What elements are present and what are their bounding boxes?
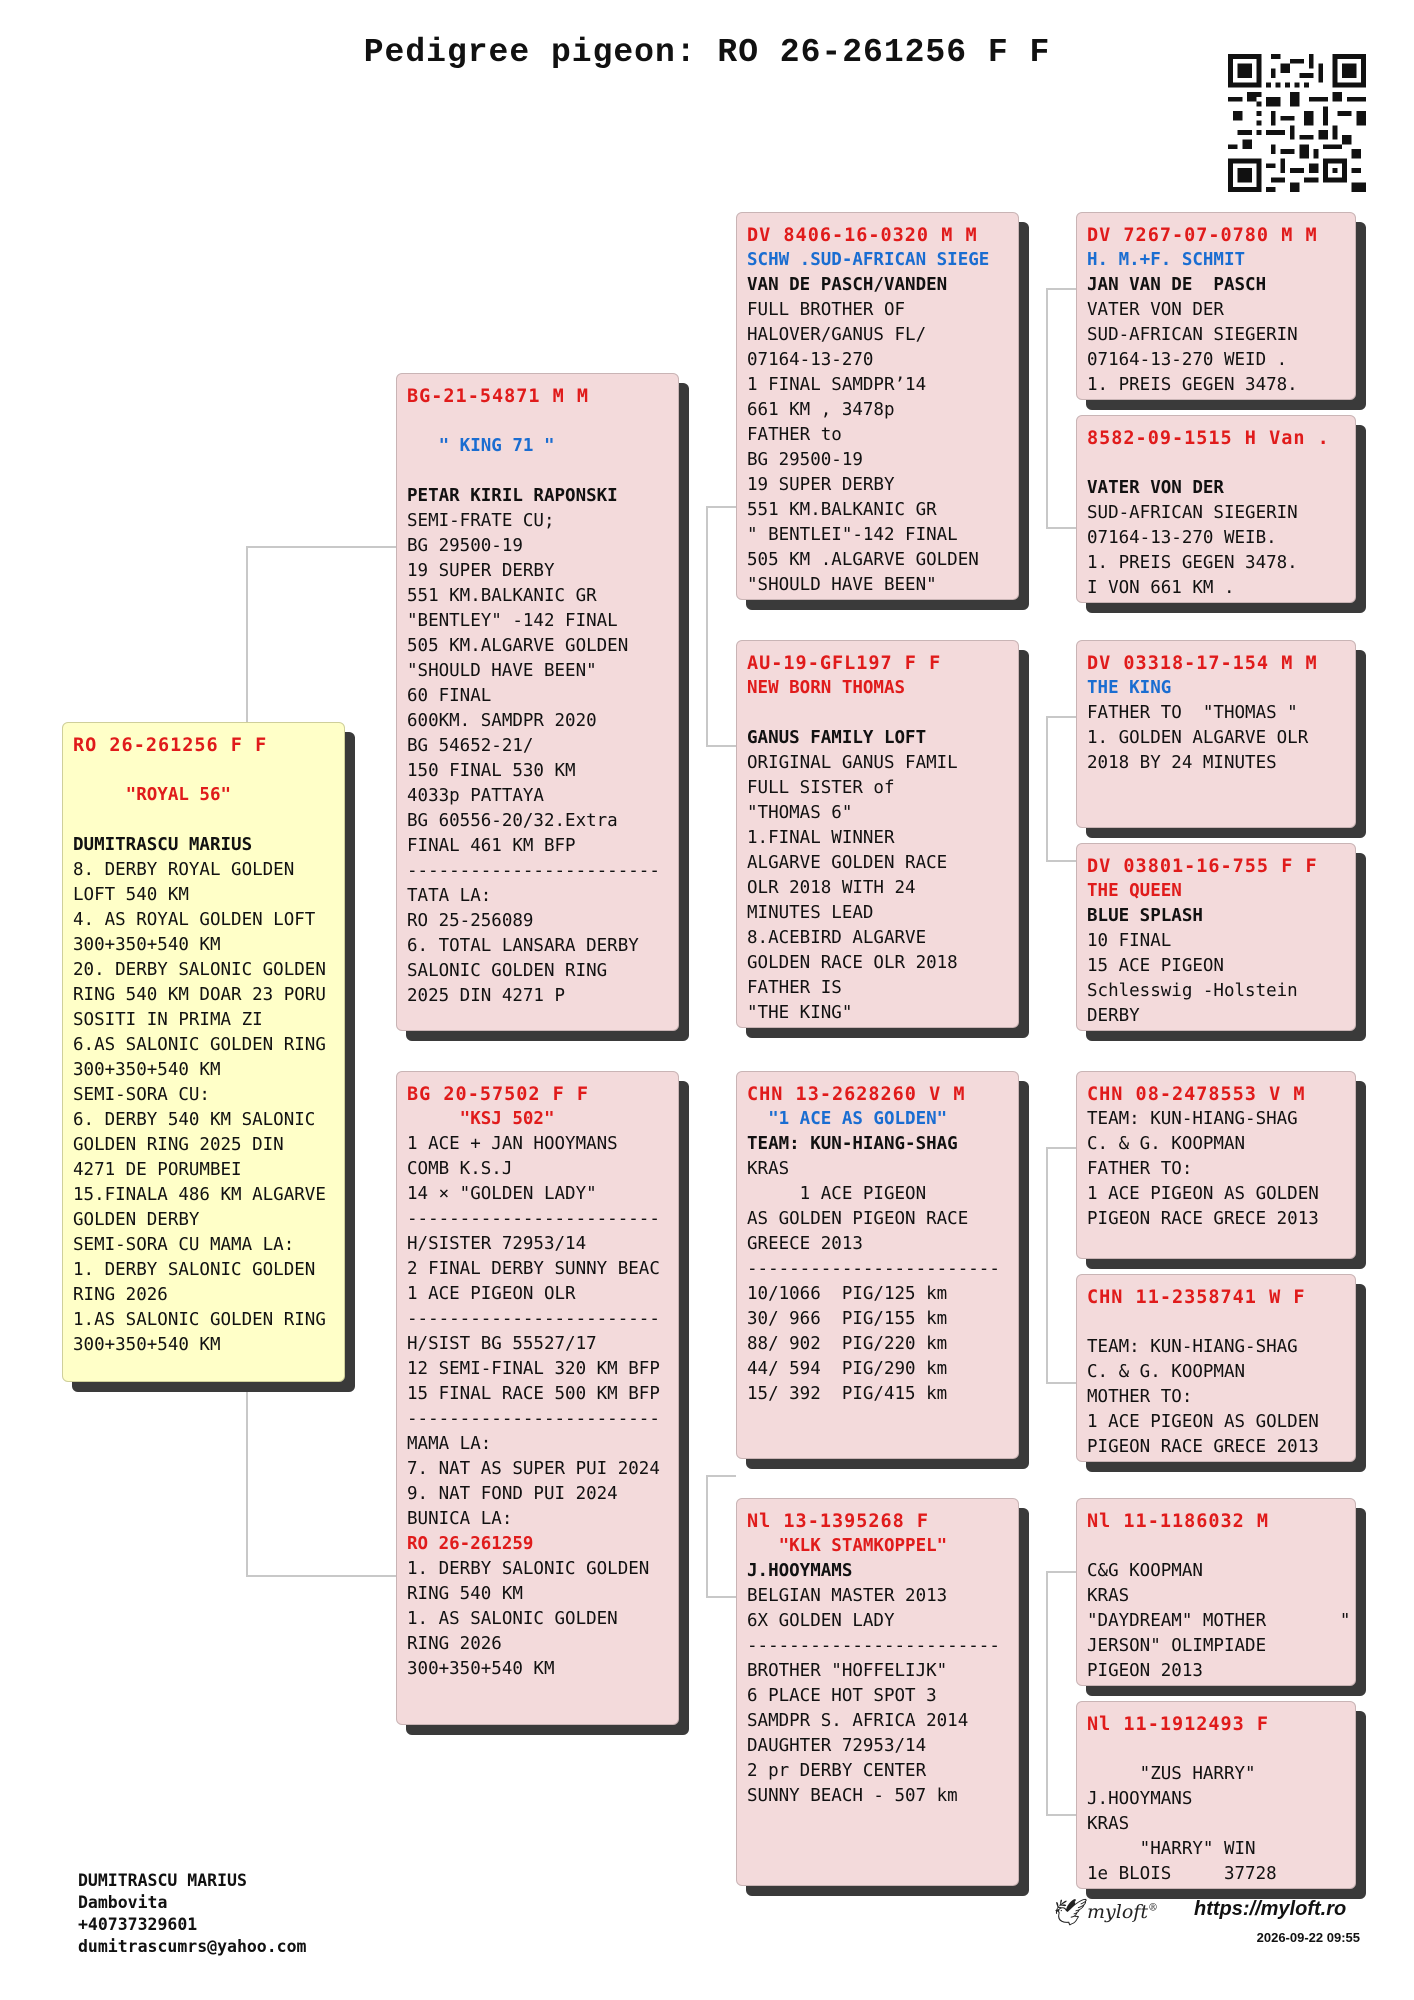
connector (1046, 1571, 1076, 1573)
card-line: OLR 2018 WITH 24 (747, 878, 916, 898)
card-line: 505 KM .ALGARVE GOLDEN (747, 550, 979, 570)
card-line: 14 × "GOLDEN LADY" (407, 1184, 597, 1204)
owner-phone: +40737329601 (78, 1915, 198, 1934)
card-line: "THOMAS 6" (747, 803, 853, 823)
card-line: 1. DERBY SALONIC GOLDEN (407, 1559, 650, 1579)
ring-number: DV 7267-07-0780 M M (1087, 225, 1318, 246)
card-line: "1 ACE AS GOLDEN" (747, 1109, 948, 1129)
card-line: SUNNY BEACH - 507 km (747, 1786, 958, 1806)
card-line: LOFT 540 KM (73, 885, 189, 905)
card-line: 2018 BY 24 MINUTES (1087, 753, 1277, 773)
card-line: "ROYAL 56" (73, 785, 232, 805)
card-line (407, 459, 668, 484)
card-line: ALGARVE GOLDEN RACE (747, 853, 948, 873)
card-line: 4033p PATTAYA (407, 786, 544, 806)
ring-number: CHN 08-2478553 V M (1087, 1084, 1306, 1105)
connector (706, 745, 736, 747)
card-line: BG 29500-19 (747, 450, 863, 470)
card-line: TEAM: KUN-HIANG-SHAG (747, 1134, 958, 1154)
pigeon-card-mfm[interactable] (1076, 1274, 1356, 1462)
card-line: 12 SEMI-FINAL 320 KM BFP (407, 1359, 660, 1379)
card-line: J.HOOYMANS (1087, 1789, 1193, 1809)
card-body (1087, 1534, 1351, 1686)
card-line: 10 FINAL (1087, 931, 1172, 951)
card-line: 1. DERBY SALONIC GOLDEN (73, 1260, 316, 1280)
card-line: SAMDPR S. AFRICA 2014 (747, 1711, 969, 1731)
connector (706, 1475, 708, 1597)
connector (1046, 288, 1048, 528)
card-line: THE QUEEN (1087, 881, 1182, 901)
card-line: TEAM: KUN-HIANG-SHAG (1087, 1337, 1298, 1357)
card-line: 15/ 392 PIG/415 km (747, 1384, 948, 1404)
card-body (747, 248, 1008, 598)
card-line: 19 SUPER DERBY (407, 561, 555, 581)
card-line (73, 758, 334, 783)
card-line: "KSJ 502" (407, 1109, 555, 1129)
card-line: C. & G. KOOPMAN (1087, 1362, 1246, 1382)
owner-name: DUMITRASCU MARIUS (78, 1871, 247, 1890)
card-line: 44/ 594 PIG/290 km (747, 1359, 948, 1379)
card-line: 1 FINAL SAMDPR’14 (747, 375, 927, 395)
card-line: 1. PREIS GEGEN 3478. (1087, 553, 1298, 573)
pigeon-card-mf[interactable] (736, 1071, 1019, 1459)
card-line: 1. PREIS GEGEN 3478. (1087, 375, 1298, 395)
card-line: 300+350+540 KM (73, 1335, 221, 1355)
card-line: SEMI-FRATE CU; (407, 511, 555, 531)
ring-number: Nl 13-1395268 F (747, 1511, 930, 1532)
card-line: RO 26-261259 (407, 1534, 534, 1554)
card-line: 4. AS ROYAL GOLDEN LOFT (73, 910, 316, 930)
card-line: ------------------------ (747, 1259, 1000, 1279)
card-line: KRAS (1087, 1586, 1130, 1606)
ring-number: DV 03318-17-154 M M (1087, 653, 1318, 674)
connector (706, 1475, 736, 1477)
card-line (1087, 1737, 1345, 1762)
card-line: FULL BROTHER OF (747, 300, 906, 320)
card-line: 1 ACE PIGEON OLR (407, 1284, 576, 1304)
card-line: 60 FINAL (407, 686, 492, 706)
page-title: Pedigree pigeon: RO 26-261256 F F (363, 34, 1051, 71)
card-line: GREECE 2013 (747, 1234, 863, 1254)
card-line: 4271 DE PORUMBEI (73, 1160, 242, 1180)
card-line: GOLDEN RING 2025 DIN (73, 1135, 284, 1155)
brand-block (1050, 1898, 1360, 1958)
card-line: BLUE SPLASH (1087, 906, 1203, 926)
card-line: AS GOLDEN PIGEON RACE (747, 1209, 969, 1229)
ring-number: RO 26-261256 F F (73, 735, 268, 756)
pigeon-card-ff[interactable] (736, 212, 1019, 600)
connector (706, 506, 736, 508)
card-line: PIGEON RACE GRECE 2013 (1087, 1209, 1319, 1229)
card-line: 8.ACEBIRD ALGARVE (747, 928, 927, 948)
card-line: H/SISTER 72953/14 (407, 1234, 587, 1254)
pigeon-card-fmf[interactable] (1076, 640, 1356, 828)
card-line: FATHER TO: (1087, 1159, 1193, 1179)
card-line: 30/ 966 PIG/155 km (747, 1309, 948, 1329)
card-line (407, 409, 668, 434)
card-line: 300+350+540 KM (407, 1659, 555, 1679)
card-line: 1. AS SALONIC GOLDEN (407, 1609, 618, 1629)
card-line: NEW BORN THOMAS (747, 678, 906, 698)
ring-number: BG 20-57502 F F (407, 1084, 590, 1105)
connector (1046, 716, 1076, 718)
pigeon-card-fmm[interactable] (1076, 843, 1356, 1031)
card-line: TEAM: KUN-HIANG-SHAG (1087, 1109, 1298, 1129)
connector (1046, 1814, 1076, 1816)
card-line: 6 PLACE HOT SPOT 3 (747, 1686, 937, 1706)
card-line: BUNICA LA: (407, 1509, 513, 1529)
card-line: SOSITI IN PRIMA ZI (73, 1010, 263, 1030)
card-line: DUMITRASCU MARIUS (73, 835, 253, 855)
card-body (1087, 1107, 1345, 1232)
card-body (1087, 248, 1345, 398)
card-line: 300+350+540 KM (73, 935, 221, 955)
card-body (407, 1107, 668, 1682)
card-line: ------------------------ (747, 1636, 1000, 1656)
card-line: PETAR KIRIL RAPONSKI (407, 486, 618, 506)
card-line: SUD-AFRICAN SIEGERIN (1087, 503, 1298, 523)
card-line: ------------------------ (407, 1409, 660, 1429)
card-line: BG 60556-20/32.Extra (407, 811, 618, 831)
card-line: FINAL 461 KM BFP (407, 836, 576, 856)
card-line: 6X GOLDEN LADY (747, 1611, 895, 1631)
card-line: "SHOULD HAVE BEEN" (747, 575, 937, 595)
card-line (1087, 1310, 1345, 1335)
card-line: HALOVER/GANUS FL/ (747, 325, 927, 345)
card-line: 2025 DIN 4271 P (407, 986, 566, 1006)
card-line: 1.AS SALONIC GOLDEN RING (73, 1310, 326, 1330)
card-line: MOTHER TO: (1087, 1387, 1193, 1407)
ring-number: BG-21-54871 M M (407, 386, 590, 407)
ring-number: CHN 11-2358741 W F (1087, 1287, 1306, 1308)
card-line: DERBY (1087, 1006, 1140, 1026)
card-line (747, 701, 1008, 726)
card-line: 1e BLOIS 37728 (1087, 1864, 1277, 1884)
ring-number: CHN 13-2628260 V M (747, 1084, 966, 1105)
card-line: PIGEON 2013 (1087, 1661, 1203, 1681)
ring-number: DV 03801-16-755 F F (1087, 856, 1318, 877)
pigeon-icon: 🕊 (1050, 1898, 1084, 1928)
owner-contact (78, 1870, 306, 1958)
card-line: 1 ACE PIGEON (747, 1184, 927, 1204)
card-line: GOLDEN RACE OLR 2018 (747, 953, 958, 973)
connector (1046, 716, 1048, 861)
ring-number: Nl 11-1912493 F (1087, 1714, 1270, 1735)
connector (1046, 288, 1076, 290)
card-line: ------------------------ (407, 1209, 660, 1229)
card-line: "KLK STAMKOPPEL" (747, 1536, 948, 1556)
card-line: RING 2026 (73, 1285, 168, 1305)
card-body (1087, 1737, 1345, 1889)
card-line: VATER VON DER (1087, 478, 1224, 498)
card-line: 8. DERBY ROYAL GOLDEN (73, 860, 295, 880)
card-line: 300+350+540 KM (73, 1060, 221, 1080)
pigeon-card-subject[interactable] (62, 722, 345, 1382)
card-body (1087, 676, 1345, 776)
card-line: MAMA LA: (407, 1434, 492, 1454)
card-body (407, 409, 668, 1009)
pigeon-card-fff[interactable] (1076, 212, 1356, 400)
card-line: PIGEON RACE GRECE 2013 (1087, 1437, 1319, 1457)
card-line: 9. NAT FOND PUI 2024 (407, 1484, 618, 1504)
card-line: 150 FINAL 530 KM (407, 761, 576, 781)
connector (1046, 527, 1076, 529)
card-line: H/SIST BG 55527/17 (407, 1334, 597, 1354)
card-line: 15.FINALA 486 KM ALGARVE (73, 1185, 326, 1205)
card-line: JERSON" OLIMPIADE (1087, 1636, 1267, 1656)
card-line: J.HOOYMAMS (747, 1561, 853, 1581)
pigeon-card-fm[interactable] (736, 640, 1019, 1028)
card-line: C&G KOOPMAN (1087, 1561, 1203, 1581)
card-body (1087, 451, 1345, 603)
connector (1046, 1382, 1076, 1384)
card-line: 600KM. SAMDPR 2020 (407, 711, 597, 731)
card-line: COMB K.S.J (407, 1159, 513, 1179)
card-line: C. & G. KOOPMAN (1087, 1134, 1246, 1154)
card-line: FATHER TO "THOMAS " (1087, 703, 1298, 723)
pigeon-card-mm[interactable] (736, 1498, 1019, 1886)
pigeon-card-ffm[interactable] (1076, 415, 1356, 603)
connector (706, 506, 708, 746)
card-line: DAUGHTER 72953/14 (747, 1736, 927, 1756)
card-line: " BENTLEI"-142 FINAL (747, 525, 958, 545)
qr-code (1228, 54, 1366, 192)
card-line (1087, 1684, 1345, 1686)
connector (1046, 1147, 1076, 1149)
card-line: RING 540 KM DOAR 23 PORU (73, 985, 326, 1005)
card-body (1087, 1310, 1345, 1460)
card-line: 551 KM.BALKANIC GR (747, 500, 937, 520)
pigeon-card-mff[interactable] (1076, 1071, 1356, 1259)
ring-number: 8582-09-1515 H Van . (1087, 428, 1330, 449)
card-line: 6. TOTAL LANSARA DERBY (407, 936, 639, 956)
card-line: 1 ACE + JAN HOOYMANS (407, 1134, 618, 1154)
card-line: 20. DERBY SALONIC GOLDEN (73, 960, 326, 980)
ring-number: Nl 11-1186032 M (1087, 1511, 1270, 1532)
card-line: 551 KM.BALKANIC GR (407, 586, 597, 606)
card-line: BG 29500-19 (407, 536, 523, 556)
card-line: SCHW .SUD-AFRICAN SIEGE (747, 250, 990, 270)
connector (1046, 1147, 1048, 1383)
card-line: BG 54652-21/ (407, 736, 534, 756)
card-line: "SHOULD HAVE BEEN" (407, 661, 597, 681)
card-line: ------------------------ (407, 1309, 660, 1329)
card-line: ------------------------ (407, 861, 660, 881)
card-line: RING 540 KM (407, 1584, 523, 1604)
card-line: 10/1066 PIG/125 km (747, 1284, 948, 1304)
card-line: BELGIAN MASTER 2013 (747, 1586, 948, 1606)
card-body (747, 1107, 1008, 1407)
card-line (1087, 1887, 1345, 1889)
card-line: THE KING (1087, 678, 1172, 698)
card-line: 505 KM.ALGARVE GOLDEN (407, 636, 629, 656)
card-line: RO 25-256089 (407, 911, 534, 931)
card-line: 6.AS SALONIC GOLDEN RING (73, 1035, 326, 1055)
pigeon-card-mmm[interactable] (1076, 1701, 1356, 1889)
card-line (1087, 1534, 1345, 1559)
print-timestamp: 2026-09-22 09:55 (1256, 1930, 1360, 1945)
connector (706, 1596, 736, 1598)
card-line: Schlesswig -Holstein (1087, 981, 1298, 1001)
pigeon-card-father[interactable] (396, 373, 679, 1031)
card-line: JAN VAN DE PASCH (1087, 275, 1267, 295)
card-line: KRAS (747, 1159, 790, 1179)
pigeon-card-mother[interactable] (396, 1071, 679, 1725)
card-body (73, 758, 334, 1358)
card-line: "BENTLEY" -142 FINAL (407, 611, 618, 631)
card-line: 6. DERBY 540 KM SALONIC (73, 1110, 316, 1130)
card-line: 661 KM , 3478p (747, 400, 895, 420)
card-line: "THE KING" (747, 1003, 853, 1023)
card-line: 1.FINAL WINNER (747, 828, 895, 848)
card-line: KRAS (1087, 1814, 1130, 1834)
card-line: 88/ 902 PIG/220 km (747, 1334, 948, 1354)
owner-email[interactable]: dumitrascumrs@yahoo.com (78, 1937, 307, 1956)
connector (246, 546, 396, 548)
ring-number: DV 8406-16-0320 M M (747, 225, 978, 246)
card-line: "HARRY" WIN (1087, 1839, 1256, 1859)
card-line: SALONIC GOLDEN RING (407, 961, 608, 981)
card-line: ORIGINAL GANUS FAMIL (747, 753, 958, 773)
card-line: GANUS FAMILY LOFT (747, 728, 927, 748)
card-line: 15 ACE PIGEON (1087, 956, 1224, 976)
card-line: FATHER to (747, 425, 842, 445)
connector (1046, 1571, 1048, 1815)
card-line: SUD-AFRICAN SIEGERIN (1087, 325, 1298, 345)
pigeon-card-mmf[interactable] (1076, 1498, 1356, 1686)
card-line: 07164-13-270 (747, 350, 874, 370)
card-line: RING 2026 (407, 1634, 502, 1654)
card-body (1087, 879, 1345, 1029)
card-line: " KING 71 " (407, 436, 555, 456)
card-line: 1 ACE PIGEON AS GOLDEN (1087, 1412, 1319, 1432)
card-line: SEMI-SORA CU MAMA LA: (73, 1235, 295, 1255)
card-body (747, 1534, 1008, 1809)
card-line: H. M.+F. SCHMIT (1087, 250, 1246, 270)
connector (1046, 860, 1076, 862)
card-line: FULL SISTER of (747, 778, 895, 798)
logo-text: myloft (1087, 1901, 1148, 1923)
card-line: 07164-13-270 WEID . (1087, 350, 1288, 370)
card-line (1087, 451, 1345, 476)
ring-number: AU-19-GFL197 F F (747, 653, 942, 674)
card-line (1087, 601, 1345, 603)
card-line: "ZUS HARRY" (1087, 1764, 1256, 1784)
card-line: FATHER IS (747, 978, 842, 998)
card-line: MINUTES LEAD (747, 903, 874, 923)
card-line: 2 FINAL DERBY SUNNY BEAC (407, 1259, 660, 1279)
card-line: 07164-13-270 WEIB. (1087, 528, 1277, 548)
card-line: TATA LA: (407, 886, 492, 906)
card-line: VAN DE PASCH/VANDEN (747, 275, 948, 295)
card-body (747, 676, 1008, 1026)
card-line: BROTHER "HOFFELIJK" (747, 1661, 948, 1681)
card-line: 1. GOLDEN ALGARVE OLR (1087, 728, 1309, 748)
card-line: 2 pr DERBY CENTER (747, 1761, 927, 1781)
card-line: 7. NAT AS SUPER PUI 2024 (407, 1459, 660, 1479)
card-line: GOLDEN DERBY (73, 1210, 200, 1230)
myloft-logo: 🕊 myloft® (1050, 1898, 1158, 1928)
card-line: I VON 661 KM . (1087, 578, 1235, 598)
card-line: "DAYDREAM" MOTHER " (1087, 1611, 1351, 1631)
card-line (73, 808, 334, 833)
card-line: 19 SUPER DERBY (747, 475, 895, 495)
connector (246, 1575, 396, 1577)
card-line: 15 FINAL RACE 500 KM BFP (407, 1384, 660, 1404)
card-line: SEMI-SORA CU: (73, 1085, 210, 1105)
card-line: 1 ACE PIGEON AS GOLDEN (1087, 1184, 1319, 1204)
owner-region: Dambovita (78, 1893, 168, 1912)
brand-url-link[interactable]: https://myloft.ro (1194, 1898, 1347, 1920)
card-line: VATER VON DER (1087, 300, 1224, 320)
